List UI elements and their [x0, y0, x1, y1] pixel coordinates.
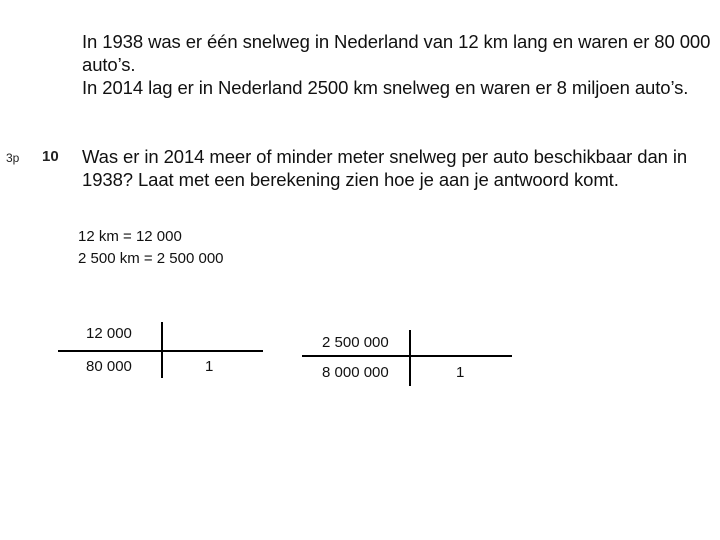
table1-vertical-line: [161, 322, 163, 378]
conversion-2500km: 2 500 km = 2 500 000: [78, 250, 224, 267]
table1-bottom-right: 1: [205, 358, 214, 375]
question-number: 10: [42, 148, 59, 165]
table2-bottom-left: 8 000 000: [322, 364, 389, 381]
table1-bottom-left: 80 000: [86, 358, 132, 375]
table2-top-left: 2 500 000: [322, 334, 389, 351]
table2-bottom-right: 1: [456, 364, 465, 381]
table2-horizontal-line: [302, 355, 512, 357]
table1-top-left: 12 000: [86, 325, 132, 342]
intro-line-2014: In 2014 lag er in Nederland 2500 km snelweg en waren er 8 miljoen auto’s.: [82, 77, 689, 98]
points-label: 3p: [6, 151, 20, 165]
question-text: Was er in 2014 meer of minder meter snelweg per auto beschikbaar dan in 1938? Laat met een berekening zien hoe je aan je antwoord komt.: [82, 146, 688, 190]
intro-line-1938: In 1938 was er één snelweg in Nederland van 12 km lang en waren er 80 000 auto’s.: [82, 31, 711, 75]
conversion-12km: 12 km = 12 000: [78, 228, 182, 245]
table2-vertical-line: [409, 330, 411, 386]
